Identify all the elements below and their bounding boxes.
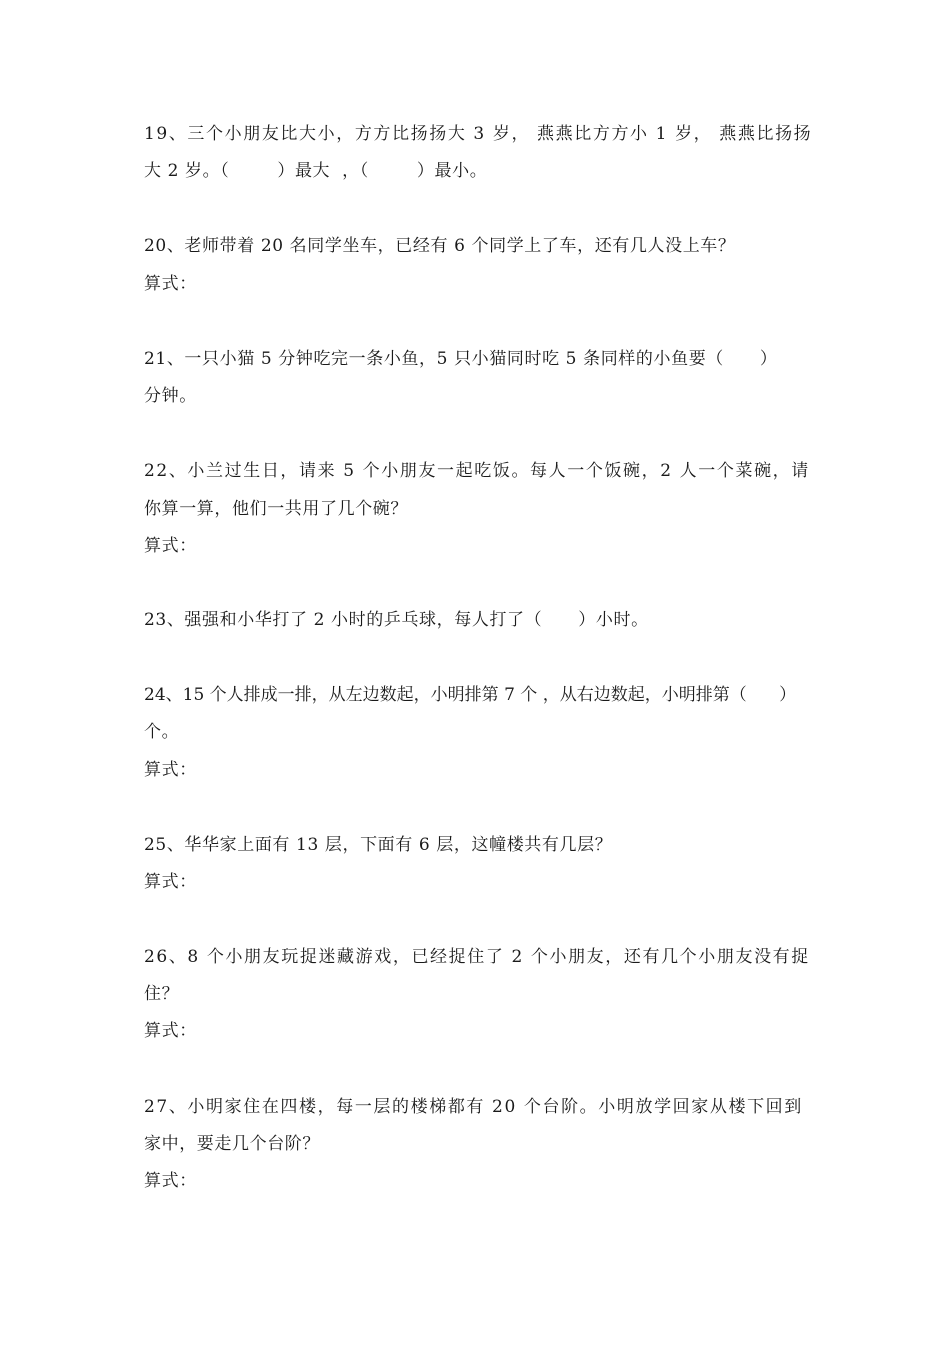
question-22-line-1: 22、小兰过生日，请来 5 个小朋友一起吃饭。每人一个饭碗，2 人一个菜碗，请 bbox=[144, 461, 810, 481]
question-22-answer-label: 算式： bbox=[144, 536, 197, 556]
question-19-line-1: 19、三个小朋友比大小，方方比扬扬大 3 岁， 燕燕比方方小 1 岁， 燕燕比扬扬 bbox=[144, 124, 813, 144]
question-24-line-2: 个。 bbox=[144, 722, 180, 742]
question-20-answer-label: 算式： bbox=[144, 274, 197, 294]
question-25-answer-label: 算式： bbox=[144, 872, 197, 892]
question-19-line-2: 大 2 岁。（ ）最大 ，（ ）最小。 bbox=[144, 161, 488, 181]
question-24-answer-label: 算式： bbox=[144, 760, 197, 780]
question-26-line-1: 26、8 个小朋友玩捉迷藏游戏，已经捉住了 2 个小朋友，还有几个小朋友没有捉 bbox=[144, 947, 810, 967]
question-25-line-1: 25、华华家上面有 13 层，下面有 6 层，这幢楼共有几层？ bbox=[144, 835, 613, 855]
question-21-line-2: 分钟。 bbox=[144, 386, 197, 406]
question-22-line-2: 你算一算，他们一共用了几个碗？ bbox=[144, 499, 408, 519]
question-24-line-1: 24、15 个人排成一排，从左边数起，小明排第 7 个 ，从右边数起，小明排第（ ） bbox=[144, 685, 797, 705]
question-27-line-2: 家中，要走几个台阶？ bbox=[144, 1134, 320, 1154]
question-23-line-1: 23、强强和小华打了 2 小时的乒乓球，每人打了（ ）小时。 bbox=[144, 610, 649, 630]
question-27-answer-label: 算式： bbox=[144, 1171, 197, 1191]
question-26-answer-label: 算式： bbox=[144, 1021, 197, 1041]
question-26-line-2: 住？ bbox=[144, 984, 180, 1004]
question-21-line-1: 21、一只小猫 5 分钟吃完一条小鱼，5 只小猫同时吃 5 条同样的小鱼要（ ） bbox=[144, 349, 778, 369]
question-27-line-1: 27、小明家住在四楼，每一层的楼梯都有 20 个台阶。小明放学回家从楼下回到 bbox=[144, 1097, 803, 1117]
question-20-line-1: 20、老师带着 20 名同学坐车，已经有 6 个同学上了车，还有几人没上车？ bbox=[144, 236, 736, 256]
